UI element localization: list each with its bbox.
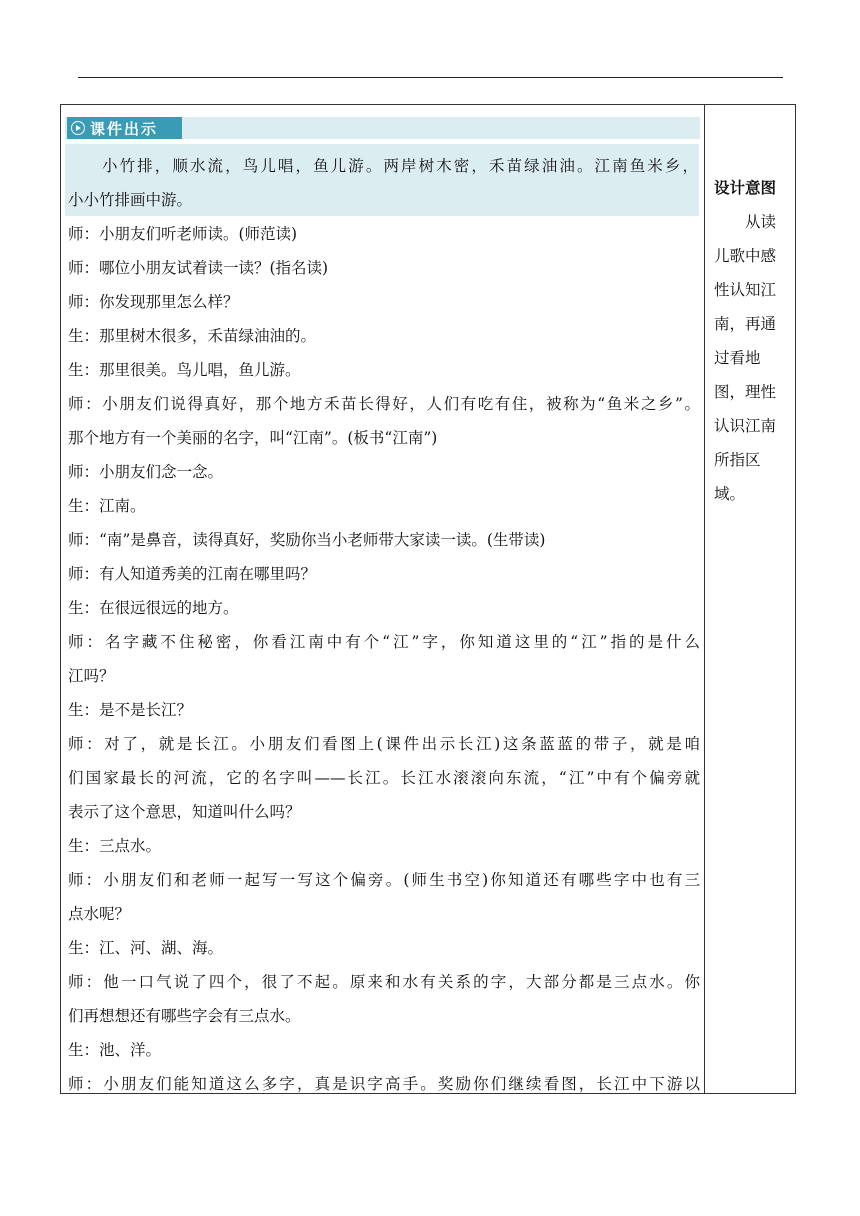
design-intent-line: 过看地	[714, 349, 761, 367]
dialogue-line: 们再想想还有哪些字会有三点水。	[68, 1007, 301, 1025]
dialogue-line: 生：江、河、湖、海。	[68, 939, 224, 957]
dialogue-line: 生：池、洋。	[68, 1041, 162, 1059]
header-rule	[78, 77, 783, 78]
dialogue-line: 师：你发现那里怎么样？	[68, 293, 239, 311]
courseware-heading	[67, 117, 182, 139]
design-intent-line: 性认知江	[714, 281, 777, 299]
design-intent-line: 认识江南	[714, 417, 777, 435]
dialogue-line: 师：对了，就是长江。小朋友们看图上(课件出示长江)这条蓝蓝的带子，就是咱	[68, 735, 700, 753]
dialogue-line: 江吗？	[68, 667, 115, 685]
dialogue-line: 们国家最长的河流，它的名字叫——长江。长江水滚滚向东流，“江”中有个偏旁就	[68, 769, 700, 787]
dialogue-line: 师：“南”是鼻音，读得真好，奖励你当小老师带大家读一读。(生带读)	[68, 531, 546, 549]
dialogue-line: 师：名字藏不住秘密，你看江南中有个“江”字，你知道这里的“江”指的是什么	[68, 633, 700, 651]
dialogue-line: 师：小朋友们说得真好，那个地方禾苗长得好，人们有吃有住，被称为“鱼米之乡”。	[68, 395, 700, 413]
dialogue-line: 生：江南。	[68, 497, 146, 515]
poem-line-2: 小小竹排画中游。	[68, 191, 193, 209]
dialogue-line: 师：他一口气说了四个，很了不起。原来和水有关系的字，大部分都是三点水。你	[68, 973, 700, 991]
design-intent-line: 所指区	[714, 451, 761, 469]
dialogue-line: 生：三点水。	[68, 837, 162, 855]
dialogue-line: 生：是不是长江？	[68, 701, 193, 719]
play-circle-icon	[71, 121, 85, 135]
design-intent-line: 域。	[714, 485, 746, 503]
dialogue-line: 师：小朋友们能知道这么多字，真是识字高手。奖励你们继续看图，长江中下游以	[68, 1075, 700, 1093]
design-intent-line: 图，理性	[714, 383, 777, 401]
dialogue-line: 生：那里很美。鸟儿唱，鱼儿游。	[68, 361, 301, 379]
dialogue-line: 师：小朋友们念一念。	[68, 463, 224, 481]
design-intent-title: 设计意图	[714, 178, 777, 197]
design-intent-line: 儿歌中感	[714, 247, 777, 265]
column-divider	[704, 104, 705, 1094]
courseware-heading-text: 课件出示	[90, 119, 159, 138]
dialogue-line: 点水呢？	[68, 905, 131, 923]
dialogue-line: 师：有人知道秀美的江南在哪里吗？	[68, 565, 317, 583]
dialogue-line: 师：小朋友们和老师一起写一写这个偏旁。(师生书空)你知道还有哪些字中也有三	[68, 871, 700, 889]
dialogue-line: 那个地方有一个美丽的名字，叫“江南”。(板书“江南”)	[68, 429, 438, 447]
design-intent-line: 从读	[745, 213, 777, 231]
design-intent-line: 南，再通	[714, 315, 777, 333]
dialogue-line: 师：哪位小朋友试着读一读？(指名读)	[68, 259, 329, 277]
poem-line-1: 小竹排，顺水流，鸟儿唱，鱼儿游。两岸树木密，禾苗绿油油。江南鱼米乡，	[102, 157, 698, 175]
dialogue-line: 表示了这个意思，知道叫什么吗？	[68, 803, 301, 821]
dialogue-line: 生：那里树木很多，禾苗绿油油的。	[68, 327, 317, 345]
dialogue-line: 生：在很远很远的地方。	[68, 599, 239, 617]
dialogue-line: 师：小朋友们听老师读。(师范读)	[68, 225, 298, 243]
